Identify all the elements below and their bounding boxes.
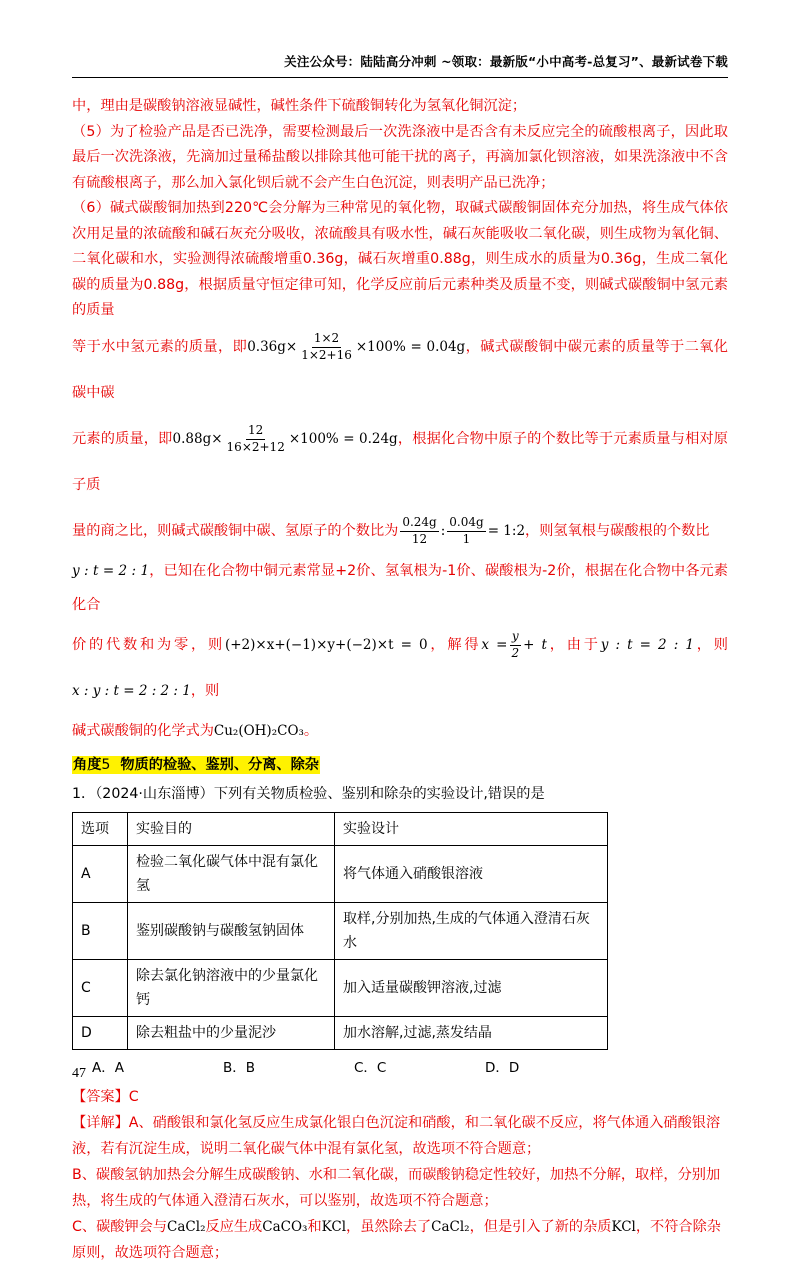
detail-a: 【详解】A、硝酸银和氯化氢反应生成氯化银白色沉淀和硝酸，和二氧化碳不反应，将气体通入硝酸银溶液，若有沉淀生成，说明二氧化碳气体中混有氯化氢，故选项不符合题意； bbox=[72, 1114, 721, 1157]
algebra-line bbox=[72, 622, 728, 714]
formula-part: x = bbox=[481, 636, 508, 653]
fraction bbox=[299, 332, 354, 363]
numerator: 12 bbox=[246, 424, 265, 440]
denominator: 1 bbox=[462, 531, 471, 546]
chemical-formula: CaCl₂ bbox=[431, 1218, 470, 1235]
answer-options bbox=[72, 1056, 728, 1076]
table-cell: 除去氯化钠溶液中的少量氯化钙 bbox=[128, 959, 335, 1016]
text: ，已知在化合物中铜元素常显+2价、氢氧根为-1价、碳酸根为-2价，根据在化合物中各元素化合 bbox=[72, 562, 728, 613]
table-cell: D bbox=[73, 1016, 128, 1049]
table-cell: 加入适量碳酸钾溶液,过滤 bbox=[335, 959, 608, 1016]
table-cell: 鉴别碳酸钠与碳酸氢钠固体 bbox=[128, 902, 335, 959]
table-cell: 加水溶解,过滤,蒸发结晶 bbox=[335, 1016, 608, 1049]
text: C、碳酸钾会与 bbox=[72, 1218, 168, 1235]
paragraph-6: （6）碱式碳酸铜加热到220℃会分解为三种常见的氧化物，取碱式碳酸铜固体充分加热，将生成气体依次用足量的浓硫酸和碱石灰充分吸收，浓硫酸具有吸水性，碱石灰能吸收二氧化碳，则生成物为氧化铜、二氧化碳和水，实验测得浓硫酸增重0.36g，碱石灰增重0.88g，则生成水的质量为0.36g，生成二氧化碳的质量为0.88g，根据质量守恒定律可知，化学反应前后元素种类及质量不变，则碱式碳酸铜中氢元素的质量 bbox=[72, 200, 728, 318]
valence-line bbox=[72, 554, 728, 622]
table-row bbox=[73, 1016, 608, 1049]
formula-part: ×100% = 0.04g bbox=[355, 338, 466, 355]
question-text: 1．（2024·山东淄博）下列有关物质检验、鉴别和除杂的实验设计,错误的是 bbox=[72, 785, 545, 802]
text: ，不符合除杂原则，故选项符合题意； bbox=[72, 1218, 721, 1261]
experiment-table bbox=[72, 812, 608, 1050]
numerator: 0.24g bbox=[400, 516, 438, 532]
chemical-formula: CaCO₃ bbox=[262, 1218, 308, 1235]
chemical-formula: Cu₂(OH)₂CO₃ bbox=[213, 722, 304, 739]
text: 价的代数和为零，则 bbox=[72, 636, 225, 653]
denominator: 1×2+16 bbox=[301, 347, 352, 362]
text: ，但是引入了新的杂质 bbox=[469, 1218, 612, 1235]
option-a: A．A bbox=[92, 1059, 124, 1076]
atom-ratio-line bbox=[72, 508, 728, 554]
carbon-mass-formula bbox=[172, 422, 398, 454]
table-header-row bbox=[73, 812, 608, 845]
text: 量的商之比，则碱式碳酸铜中碳、氢原子的个数比为 bbox=[72, 522, 399, 539]
valence-sum-formula: (+2)×x+(−1)×y+(−2)×t = 0 bbox=[224, 636, 428, 653]
text: ，碱式碳酸铜中碳元素的质量等于二氧化碳中碳 bbox=[72, 338, 728, 401]
denominator: 2 bbox=[511, 645, 520, 660]
fraction bbox=[509, 630, 521, 661]
paragraph-5: （5）为了检验产品是否已洗净，需要检测最后一次洗涤液中是否含有未反应完全的硫酸根离子，因此取最后一次洗涤液，先滴加过量稀盐酸以排除其他可能干扰的离子，再滴加氯化钡溶液，如果洗涤液中不含有硫酸根离子，那么加入氯化钡后就不会产生白色沉淀，则表明产品已洗净； bbox=[72, 123, 728, 191]
hydrogen-mass-line bbox=[72, 324, 728, 416]
paragraph-1: 中，理由是碳酸钠溶液显碱性，碱性条件下硫酸铜转化为氢氧化铜沉淀； bbox=[72, 98, 527, 114]
fraction bbox=[400, 516, 438, 547]
text: 元素的质量，即 bbox=[72, 430, 173, 447]
text: 等于水中氢元素的质量，即 bbox=[72, 338, 248, 355]
numerator: 0.04g bbox=[447, 516, 485, 532]
table-header-cell: 实验设计 bbox=[335, 812, 608, 845]
chemical-formula: CaCl₂ bbox=[167, 1218, 206, 1235]
table-row bbox=[73, 845, 608, 902]
solve-formula bbox=[481, 628, 547, 660]
detail-b: B、碳酸氢钠加热会分解生成碳酸钠、水和二氧化碳，而碳酸钠稳定性较好，加热不分解，取样，分别加热，将生成的气体通入澄清石灰水，可以鉴别，故选项不符合题意； bbox=[72, 1166, 721, 1209]
formula-part: + t bbox=[523, 636, 547, 653]
atom-ratio-formula bbox=[398, 514, 526, 546]
detail-c bbox=[72, 1214, 728, 1266]
numerator: 1×2 bbox=[312, 332, 341, 348]
ratio-formula: y : t = 2 : 1 bbox=[600, 636, 694, 653]
ratio-formula: x : y : t = 2 : 2 : 1 bbox=[72, 682, 191, 699]
option-b: B．B bbox=[223, 1059, 256, 1076]
carbon-mass-line bbox=[72, 416, 728, 508]
answer-label: 【答案】C bbox=[72, 1088, 139, 1105]
text: ，由于 bbox=[546, 636, 601, 653]
text: 碱式碳酸铜的化学式为 bbox=[72, 722, 214, 739]
text: ，虽然除去了 bbox=[346, 1218, 432, 1235]
table-row bbox=[73, 902, 608, 959]
page-number: 47 bbox=[72, 1066, 86, 1081]
text: 。 bbox=[303, 722, 319, 739]
ratio-formula: y : t = 2 : 1 bbox=[72, 562, 150, 579]
table-cell: 取样,分别加热,生成的气体通入澄清石灰水 bbox=[335, 902, 608, 959]
formula-part: = 1:2 bbox=[487, 522, 526, 539]
table-cell: 检验二氧化碳气体中混有氯化氢 bbox=[128, 845, 335, 902]
text: ，则 bbox=[190, 682, 220, 699]
table-cell: 将气体通入硝酸银溶液 bbox=[335, 845, 608, 902]
formula-part: : bbox=[440, 522, 446, 539]
table-row bbox=[73, 959, 608, 1016]
fraction bbox=[447, 516, 485, 547]
section-highlight bbox=[72, 756, 320, 774]
formula-part: ×100% = 0.24g bbox=[288, 430, 398, 447]
text: 和 bbox=[307, 1218, 322, 1235]
page-header: 关注公众号：陆陆高分冲刺 ~领取：最新版“小中高考-总复习”、最新试卷下载 bbox=[284, 54, 728, 69]
text: ，则氢氧根与碳酸根的个数比 bbox=[525, 522, 710, 539]
table-cell: B bbox=[73, 902, 128, 959]
text: ，解得 bbox=[427, 636, 482, 653]
text: 反应生成 bbox=[205, 1218, 263, 1235]
text: ，则 bbox=[694, 636, 728, 653]
table-cell: A bbox=[73, 845, 128, 902]
option-c: C．C bbox=[354, 1059, 387, 1076]
section-title: 物质的检验、鉴别、分离、除杂 bbox=[120, 756, 319, 773]
text: ，根据化合物中原子的个数比等于元素质量与相对原子质 bbox=[72, 430, 728, 493]
section-number: 5 bbox=[101, 756, 111, 773]
denominator: 12 bbox=[411, 531, 428, 546]
section-label: 角度 bbox=[73, 756, 102, 773]
chemical-formula: KCl bbox=[321, 1218, 347, 1235]
fraction bbox=[225, 424, 287, 455]
numerator: y bbox=[510, 630, 521, 646]
option-d: D．D bbox=[485, 1059, 520, 1076]
header-divider bbox=[72, 77, 728, 78]
formula-part: 0.88g× bbox=[172, 430, 223, 447]
table-cell: C bbox=[73, 959, 128, 1016]
table-header-cell: 选项 bbox=[73, 812, 128, 845]
formula-part: 0.36g× bbox=[247, 338, 298, 355]
section-heading bbox=[72, 754, 728, 776]
chemical-formula: KCl bbox=[611, 1218, 636, 1235]
table-header-cell: 实验目的 bbox=[128, 812, 335, 845]
denominator: 16×2+12 bbox=[226, 439, 285, 454]
chemical-formula-line bbox=[72, 714, 728, 748]
page-content bbox=[72, 94, 728, 1266]
table-cell: 除去粗盐中的少量泥沙 bbox=[128, 1016, 335, 1049]
